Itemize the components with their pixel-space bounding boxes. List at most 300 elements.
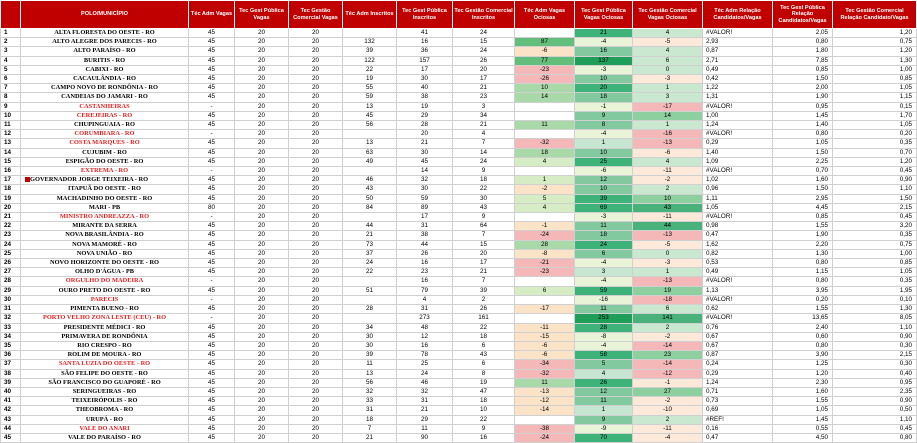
data-cell: 9 <box>575 111 633 120</box>
data-cell: 87 <box>515 38 575 47</box>
row-number: 31 <box>1 305 21 314</box>
data-cell: 20 <box>289 424 343 433</box>
table-row <box>1 47 917 56</box>
row-number: 9 <box>1 102 21 111</box>
data-cell: 18 <box>575 93 633 102</box>
data-cell: 24 <box>453 47 515 56</box>
table-row <box>1 369 917 378</box>
data-cell: 32 <box>343 387 397 396</box>
data-cell: 2,71 <box>703 56 773 65</box>
data-cell: 18 <box>453 332 515 341</box>
data-cell: 20 <box>235 102 289 111</box>
data-cell: 3,20 <box>833 222 917 231</box>
data-cell: 16 <box>397 38 453 47</box>
data-cell: 20 <box>235 397 289 406</box>
row-number: 17 <box>1 176 21 185</box>
data-cell: -21 <box>515 259 575 268</box>
municipio-cell <box>21 167 189 176</box>
data-cell: 20 <box>289 268 343 277</box>
data-cell: 1,40 <box>773 121 833 130</box>
data-cell: - <box>189 130 235 139</box>
municipio-name: CAMPO NOVO DE RONDÔNIA - RO <box>51 84 158 92</box>
data-cell: 77 <box>515 56 575 65</box>
data-cell: 7 <box>453 139 515 148</box>
data-cell: 20 <box>235 295 289 304</box>
data-cell: 1,60 <box>773 176 833 185</box>
municipio-name: CABIXI - RO <box>85 65 124 73</box>
municipio-name: COSTA MARQUES - RO <box>69 139 140 147</box>
data-cell: 20 <box>289 93 343 102</box>
data-cell: 45 <box>397 157 453 166</box>
data-cell: 0,10 <box>833 295 917 304</box>
data-cell: 2,30 <box>773 378 833 387</box>
data-cell: -6 <box>515 341 575 350</box>
data-cell: 30 <box>343 332 397 341</box>
data-cell: 0,20 <box>773 295 833 304</box>
data-cell: 20 <box>235 341 289 350</box>
table-row <box>1 75 917 84</box>
data-cell: 44 <box>343 222 397 231</box>
data-cell: -10 <box>633 406 703 415</box>
data-cell: 45 <box>189 415 235 424</box>
data-cell: 22 <box>453 415 515 424</box>
data-cell: 5 <box>515 194 575 203</box>
data-cell: 0,50 <box>833 406 917 415</box>
data-cell: 43 <box>453 351 515 360</box>
data-cell: 20 <box>235 157 289 166</box>
data-cell: 20 <box>289 249 343 258</box>
data-cell: 34 <box>343 323 397 332</box>
data-cell: 89 <box>397 203 453 212</box>
data-cell: 16 <box>397 341 453 350</box>
data-cell: 0,80 <box>773 130 833 139</box>
data-cell: 45 <box>189 47 235 56</box>
data-cell: 0,45 <box>833 167 917 176</box>
data-cell: 0,69 <box>703 406 773 415</box>
data-cell: -16 <box>633 130 703 139</box>
data-cell: 38 <box>397 93 453 102</box>
data-cell: 0,80 <box>773 259 833 268</box>
municipio-cell <box>21 213 189 222</box>
data-cell: -11 <box>633 167 703 176</box>
data-cell: 0,85 <box>833 259 917 268</box>
data-cell: 1,15 <box>833 93 917 102</box>
municipio-cell <box>21 406 189 415</box>
municipio-name: VALE DO PARAÍSO - RO <box>68 433 141 441</box>
data-cell: 7 <box>453 277 515 286</box>
data-cell: 20 <box>235 378 289 387</box>
data-cell: 56 <box>343 121 397 130</box>
column-header: Tec Gest Pública Relação Candidatos/Vagas <box>773 1 833 29</box>
data-cell: 20 <box>289 130 343 139</box>
row-number: 45 <box>1 433 21 442</box>
data-cell <box>515 415 575 424</box>
data-cell: 13,65 <box>773 314 833 323</box>
data-cell: 0,70 <box>773 167 833 176</box>
data-cell: 0,29 <box>703 369 773 378</box>
row-number: 6 <box>1 75 21 84</box>
data-cell: 5 <box>575 360 633 369</box>
row-number: 44 <box>1 424 21 433</box>
municipio-name: MINISTRO ANDREAZZA - RO <box>59 213 150 221</box>
table-row <box>1 157 917 166</box>
table-row <box>1 305 917 314</box>
data-cell: 1,09 <box>703 157 773 166</box>
municipio-cell <box>21 65 189 74</box>
data-cell: 20 <box>289 121 343 130</box>
data-cell: 29 <box>397 111 453 120</box>
row-number: 36 <box>1 351 21 360</box>
data-cell: 20 <box>235 213 289 222</box>
data-cell: 0,80 <box>773 277 833 286</box>
data-cell: 20 <box>289 47 343 56</box>
data-cell: 20 <box>235 222 289 231</box>
data-cell: 17 <box>397 213 453 222</box>
data-cell: 20 <box>289 176 343 185</box>
data-cell: -11 <box>515 323 575 332</box>
data-cell: 4 <box>633 157 703 166</box>
municipio-cell <box>21 433 189 442</box>
municipio-cell <box>21 47 189 56</box>
data-cell: 0,45 <box>833 213 917 222</box>
table-row <box>1 56 917 65</box>
municipio-cell <box>21 249 189 258</box>
data-cell: 20 <box>235 93 289 102</box>
data-cell: -2 <box>633 176 703 185</box>
data-cell: 21 <box>343 433 397 442</box>
table-row <box>1 231 917 240</box>
row-number: 38 <box>1 369 21 378</box>
data-cell: 24 <box>397 369 453 378</box>
column-header: Téc Adm Vagas <box>189 1 235 29</box>
data-cell <box>515 277 575 286</box>
data-cell: 30 <box>453 194 515 203</box>
data-cell: 2,93 <box>703 38 773 47</box>
municipio-cell <box>21 222 189 231</box>
table-row <box>1 148 917 157</box>
data-cell: 20 <box>235 268 289 277</box>
row-number: 13 <box>1 139 21 148</box>
data-cell: 34 <box>453 111 515 120</box>
municipio-cell <box>21 387 189 396</box>
column-header: Tec Gest Pública Vagas <box>235 1 289 29</box>
data-cell: 20 <box>289 286 343 295</box>
column-header: Tec Gestão Comercial Vagas Ociosas <box>633 1 703 29</box>
municipio-cell <box>21 203 189 212</box>
data-cell: 17 <box>453 75 515 84</box>
data-cell: 13 <box>343 139 397 148</box>
data-cell: 26 <box>575 378 633 387</box>
data-cell: 10 <box>575 75 633 84</box>
data-cell: 1,24 <box>703 121 773 130</box>
data-cell: 0,49 <box>703 268 773 277</box>
data-cell: 8,05 <box>833 314 917 323</box>
data-cell: 0,71 <box>703 387 773 396</box>
data-cell: 1 <box>633 121 703 130</box>
data-cell: 73 <box>343 240 397 249</box>
data-cell: 1,05 <box>833 121 917 130</box>
data-cell: 79 <box>397 286 453 295</box>
data-cell: 3 <box>575 268 633 277</box>
data-cell: 9 <box>575 415 633 424</box>
data-cell: 20 <box>235 259 289 268</box>
data-cell: 20 <box>289 341 343 350</box>
data-cell: 6 <box>575 249 633 258</box>
data-cell: 14 <box>453 148 515 157</box>
data-cell: -4 <box>575 130 633 139</box>
data-cell: 45 <box>189 84 235 93</box>
row-number: 23 <box>1 231 21 240</box>
table-row <box>1 167 917 176</box>
data-cell: 157 <box>397 56 453 65</box>
data-cell: 6 <box>453 360 515 369</box>
data-cell: 43 <box>343 185 397 194</box>
data-cell: 0,15 <box>833 102 917 111</box>
data-cell: 0,35 <box>833 139 917 148</box>
data-cell: 0,85 <box>773 213 833 222</box>
data-cell: 20 <box>289 139 343 148</box>
data-cell: 20 <box>289 259 343 268</box>
data-cell: -3 <box>575 213 633 222</box>
data-cell: 20 <box>289 314 343 323</box>
data-cell: 11 <box>343 360 397 369</box>
data-cell: 24 <box>343 259 397 268</box>
data-cell: 2 <box>633 415 703 424</box>
data-cell: 3,95 <box>773 286 833 295</box>
data-cell: 1,10 <box>833 323 917 332</box>
row-number: 43 <box>1 415 21 424</box>
data-cell: 0,67 <box>703 332 773 341</box>
row-number: 1 <box>1 29 21 38</box>
table-row <box>1 286 917 295</box>
table-row <box>1 406 917 415</box>
data-cell: 20 <box>235 240 289 249</box>
data-cell: 80 <box>189 203 235 212</box>
data-cell: 38 <box>397 231 453 240</box>
data-cell <box>515 213 575 222</box>
data-cell: 7 <box>453 231 515 240</box>
data-cell: 20 <box>453 65 515 74</box>
data-cell: 1,20 <box>833 47 917 56</box>
data-cell: 20 <box>289 433 343 442</box>
data-cell: 1,90 <box>773 231 833 240</box>
data-cell: - <box>189 277 235 286</box>
municipio-cell <box>21 102 189 111</box>
data-cell: 27 <box>633 387 703 396</box>
data-cell: 45 <box>189 268 235 277</box>
data-cell: -23 <box>515 65 575 74</box>
data-cell: 20 <box>289 65 343 74</box>
data-cell: 6 <box>453 341 515 350</box>
data-cell: 78 <box>397 351 453 360</box>
data-cell: 1,50 <box>773 75 833 84</box>
data-cell: #VALOR! <box>703 295 773 304</box>
data-cell: - <box>189 102 235 111</box>
municipio-name: ROLIM DE MOURA - RO <box>67 351 142 359</box>
data-cell: 45 <box>189 332 235 341</box>
data-cell: 37 <box>343 249 397 258</box>
municipio-cell <box>21 341 189 350</box>
data-cell: 1,40 <box>703 148 773 157</box>
data-cell: 0,85 <box>773 65 833 74</box>
data-cell: 1,50 <box>773 148 833 157</box>
data-cell: 8 <box>575 121 633 130</box>
data-cell: 19 <box>343 75 397 84</box>
data-cell: -17 <box>633 102 703 111</box>
data-cell: 0,80 <box>833 433 917 442</box>
data-cell: 20 <box>289 415 343 424</box>
data-cell: 45 <box>189 56 235 65</box>
data-cell: 45 <box>189 240 235 249</box>
data-cell: 45 <box>189 351 235 360</box>
data-cell: 2,05 <box>773 29 833 38</box>
municipio-name: SERINGUEIRAS - RO <box>72 387 137 395</box>
data-cell: 12 <box>575 387 633 396</box>
data-cell: 32 <box>397 387 453 396</box>
data-cell: -34 <box>515 360 575 369</box>
table-row <box>1 249 917 258</box>
data-cell: 1 <box>575 406 633 415</box>
data-cell: 20 <box>235 387 289 396</box>
data-cell: 0,87 <box>703 351 773 360</box>
data-cell: 1,10 <box>833 415 917 424</box>
data-cell: 22 <box>453 185 515 194</box>
row-number: 21 <box>1 213 21 222</box>
row-number: 42 <box>1 406 21 415</box>
data-cell: 1,55 <box>773 305 833 314</box>
data-cell <box>515 295 575 304</box>
column-header: Tec Gest Pública Vagas Ociosas <box>575 1 633 29</box>
data-cell: 48 <box>397 323 453 332</box>
table-row <box>1 121 917 130</box>
row-number: 4 <box>1 56 21 65</box>
data-cell: 1,30 <box>773 249 833 258</box>
data-cell: 20 <box>235 139 289 148</box>
row-number: 22 <box>1 222 21 231</box>
data-cell: 45 <box>189 305 235 314</box>
data-cell: 64 <box>453 222 515 231</box>
municipio-cell <box>21 130 189 139</box>
data-cell: 23 <box>397 268 453 277</box>
data-cell: 0,35 <box>833 231 917 240</box>
data-cell: 39 <box>343 47 397 56</box>
data-cell: 25 <box>397 360 453 369</box>
data-cell: 4 <box>515 203 575 212</box>
data-cell: -2 <box>515 185 575 194</box>
data-cell: 45 <box>189 93 235 102</box>
data-cell: -13 <box>633 277 703 286</box>
municipio-cell <box>21 415 189 424</box>
municipio-name: ALTA FLORESTA DO OESTE - RO <box>54 29 155 36</box>
municipio-cell <box>21 231 189 240</box>
municipio-name: TEIXEIRÓPOLIS - RO <box>71 397 138 405</box>
data-cell: 45 <box>189 111 235 120</box>
data-cell: 63 <box>343 148 397 157</box>
municipio-cell <box>21 240 189 249</box>
data-cell <box>343 130 397 139</box>
data-cell: 10 <box>453 406 515 415</box>
data-cell: 253 <box>575 314 633 323</box>
data-cell: 1,31 <box>703 93 773 102</box>
row-number: 29 <box>1 286 21 295</box>
data-cell: 20 <box>235 56 289 65</box>
data-cell: -13 <box>633 139 703 148</box>
data-cell: 0,47 <box>703 433 773 442</box>
data-cell: 39 <box>453 286 515 295</box>
data-cell: 0,96 <box>703 185 773 194</box>
table-row <box>1 387 917 396</box>
data-cell: 45 <box>189 157 235 166</box>
data-cell: -11 <box>633 213 703 222</box>
data-cell: 50 <box>343 194 397 203</box>
data-cell: 7 <box>343 424 397 433</box>
data-cell: 20 <box>235 360 289 369</box>
data-cell: 20 <box>575 84 633 93</box>
data-cell: 0,95 <box>773 102 833 111</box>
data-cell: -12 <box>633 369 703 378</box>
row-number: 27 <box>1 268 21 277</box>
data-cell: 2 <box>633 323 703 332</box>
data-cell: 1,00 <box>833 249 917 258</box>
table-row <box>1 130 917 139</box>
data-cell: 10 <box>575 185 633 194</box>
data-cell: -6 <box>515 351 575 360</box>
data-cell: 0,55 <box>773 424 833 433</box>
data-cell: 20 <box>235 38 289 47</box>
data-cell: 90 <box>397 433 453 442</box>
row-number: 35 <box>1 341 21 350</box>
data-cell: 1,05 <box>773 139 833 148</box>
data-cell: 4,50 <box>773 433 833 442</box>
data-cell: 0,75 <box>833 240 917 249</box>
data-cell: 20 <box>289 84 343 93</box>
data-cell: 45 <box>189 387 235 396</box>
data-cell: -6 <box>575 167 633 176</box>
data-cell: 0,70 <box>833 148 917 157</box>
data-cell: 1,05 <box>773 406 833 415</box>
data-cell: 20 <box>235 406 289 415</box>
data-cell: 20 <box>289 148 343 157</box>
data-cell: 7,85 <box>773 56 833 65</box>
data-cell: -9 <box>575 424 633 433</box>
data-cell: 20 <box>235 111 289 120</box>
data-cell <box>515 167 575 176</box>
header-row <box>1 1 917 29</box>
data-cell: 1 <box>633 84 703 93</box>
data-cell: 45 <box>189 397 235 406</box>
data-cell: 19 <box>633 286 703 295</box>
row-number: 3 <box>1 47 21 56</box>
data-cell: 1,55 <box>773 397 833 406</box>
data-cell: 1,00 <box>833 65 917 74</box>
table-row <box>1 29 917 38</box>
data-cell: 45 <box>189 249 235 258</box>
data-cell: 10 <box>515 84 575 93</box>
data-cell: 45 <box>189 29 235 38</box>
table-row <box>1 332 917 341</box>
data-cell: 4 <box>453 130 515 139</box>
data-cell: 20 <box>235 148 289 157</box>
data-cell: 21 <box>343 231 397 240</box>
data-cell: 3 <box>633 93 703 102</box>
data-cell: - <box>189 167 235 176</box>
data-cell: 20 <box>289 295 343 304</box>
data-cell: 1,22 <box>703 84 773 93</box>
data-cell: - <box>189 213 235 222</box>
data-cell: 14 <box>515 93 575 102</box>
data-cell: 56 <box>343 378 397 387</box>
data-cell <box>515 102 575 111</box>
